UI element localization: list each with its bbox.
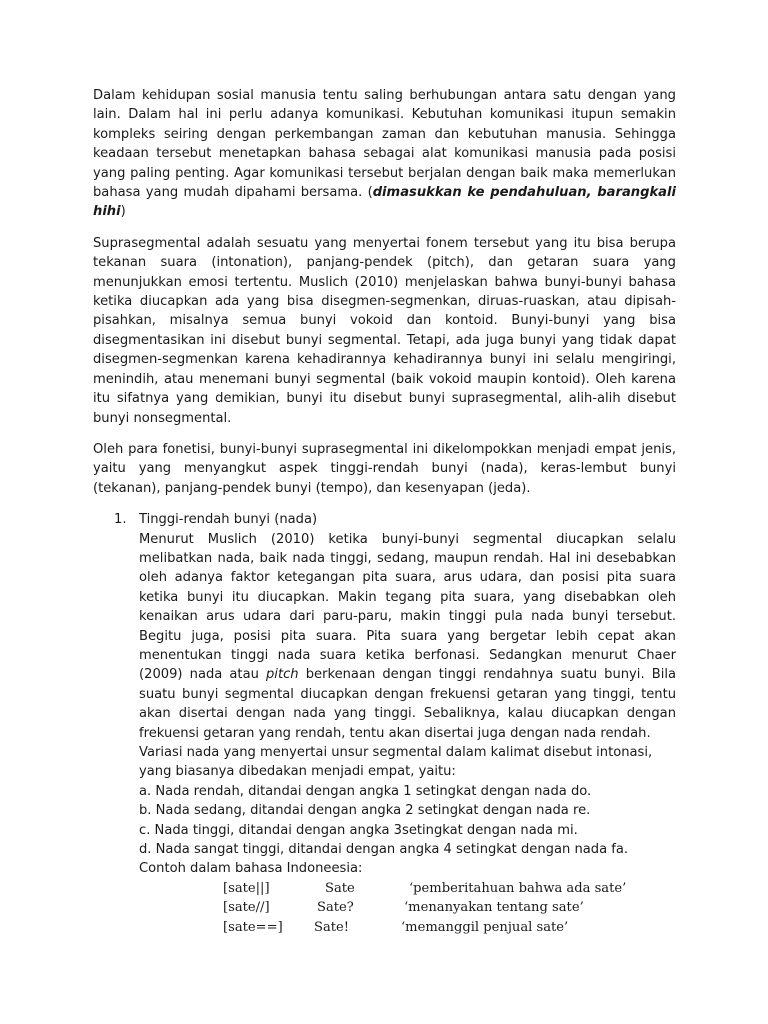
example-word: Sate? (317, 900, 354, 916)
numbered-list (93, 510, 676, 937)
example-table (139, 879, 676, 937)
list-item-nada (93, 510, 676, 937)
example-code: [sate==] (223, 919, 283, 935)
term-pitch: pitch (266, 667, 299, 683)
list-item-title: Tinggi-rendah bunyi (nada) (139, 512, 318, 528)
paragraph-classification: Oleh para fonetisi, bunyi-bunyi suprasegmental ini dikelompokkan menjadi empat jenis, yaitu yang menyangkut aspek tinggi-rendah bunyi (nada), keras-lembut bunyi (tekanan), panjang-pendek bunyi (tempo), dan kesenyapan (jeda). (93, 441, 676, 496)
sub-item-a: a. Nada rendah, ditandai dengan angka 1 setingkat dengan nada do. (139, 783, 592, 799)
sub-item-d: d. Nada sangat tinggi, ditandai dengan angka 4 setingkat dengan nada fa. (139, 842, 629, 858)
intonation-variation: Variasi nada yang menyertai unsur segmental dalam kalimat disebut intonasi, yang biasanya dibedakan menjadi empat, yaitu: (139, 745, 653, 780)
example-meaning: ‘memanggil penjual sate’ (401, 919, 569, 935)
example-intro: Contoh dalam bahasa Indoneesia: (139, 861, 363, 877)
sub-item-c: c. Nada tinggi, ditandai dengan angka 3setingkat dengan nada mi. (139, 822, 578, 838)
list-item-body (139, 510, 676, 937)
example-meaning: ‘menanyakan tentang sate’ (404, 900, 584, 916)
example-code: [sate//] (223, 900, 270, 916)
sub-item-b: b. Nada sedang, ditandai dengan angka 2 setingkat dengan nada re. (139, 803, 591, 819)
nada-explanation-part-a: Menurut Muslich (2010) ketika bunyi-bunyi segmental diucapkan selalu melibatkan nada, baik nada tinggi, sedang, maupun rendah. Hal ini desebabkan oleh adanya faktor ketegangan pita suara, arus udara, dan posisi pita suara ketika bunyi itu diucapkan. Makin tegang pita suara, yang disebabkan oleh kenaikan arus udara dari paru-paru, makin tinggi pula nada bunyi tersebut. Begitu juga, posisi pita suara. Pita suara yang bergetar lebih cepat akan menentukan tinggi nada suara ketika berfonasi. Sedangkan menurut Chaer (2009) nada atau (139, 531, 676, 683)
example-code: [sate||] (223, 880, 270, 896)
nada-explanation-part-b: berkenaan dengan tinggi rendahnya suatu bunyi. Bila suatu bunyi segmental diucapkan dengan frekuensi getaran yang tinggi, tentu akan disertai dengan nada yang tinggi. Sebaliknya, kalau diucapkan dengan frekuensi getaran yang rendah, tentu akan disertai juga dengan nada rendah. (139, 667, 676, 741)
list-item-number: 1. (114, 512, 127, 528)
editor-note: dimasukkan ke pendahuluan, barangkali hihi (93, 185, 676, 220)
example-row (139, 879, 676, 898)
example-row (139, 918, 676, 937)
paragraph-intro-text: Dalam kehidupan sosial manusia tentu saling berhubungan antara satu dengan yang lain. Dalam hal ini perlu adanya komunikasi. Kebutuhan komunikasi itupun semakin kompleks seiring dengan perkembangan zaman dan kebutuhan manusia. Sehingga keadaan tersebut menetapkan bahasa sebagai alat komunikasi manusia pada posisi yang paling penting. Agar komunikasi tersebut berjalan dengan baik maka memerlukan bahasa yang mudah dipahami bersama. ( (93, 88, 676, 201)
paragraph-intro (93, 86, 676, 222)
example-word: Sate! (314, 919, 350, 935)
example-word: Sate (325, 880, 355, 896)
example-meaning: ‘pemberitahuan bahwa ada sate’ (409, 880, 627, 896)
document-page (93, 86, 676, 937)
example-row (139, 898, 676, 917)
editor-note-close: ) (120, 204, 126, 220)
nada-explanation (139, 530, 676, 743)
paragraph-suprasegmental-definition: Suprasegmental adalah sesuatu yang menyertai fonem tersebut yang itu bisa berupa tekanan suara (intonation), panjang-pendek (pitch), dan getaran suara yang menunjukkan emosi tertentu. Muslich (2010) menjelaskan bahwa bunyi-bunyi bahasa ketika diucapkan ada yang bisa disegmen-segmenkan, diruas-ruaskan, atau dipisah-pisahkan, misalnya semua bunyi vokoid dan kontoid. Bunyi-bunyi yang bisa disegmentasikan ini disebut bunyi segmental. Tetapi, ada juga bunyi yang tidak dapat disegmen-segmenkan karena kehadirannya kehadirannya bunyi ini selalu mengiringi, menindih, atau menemani bunyi segmental (baik vokoid maupin kontoid). Oleh karena itu sifatnya yang demikian, bunyi itu disebut bunyi suprasegmental, alih-alih disebut bunyi nonsegmental. (93, 235, 676, 426)
